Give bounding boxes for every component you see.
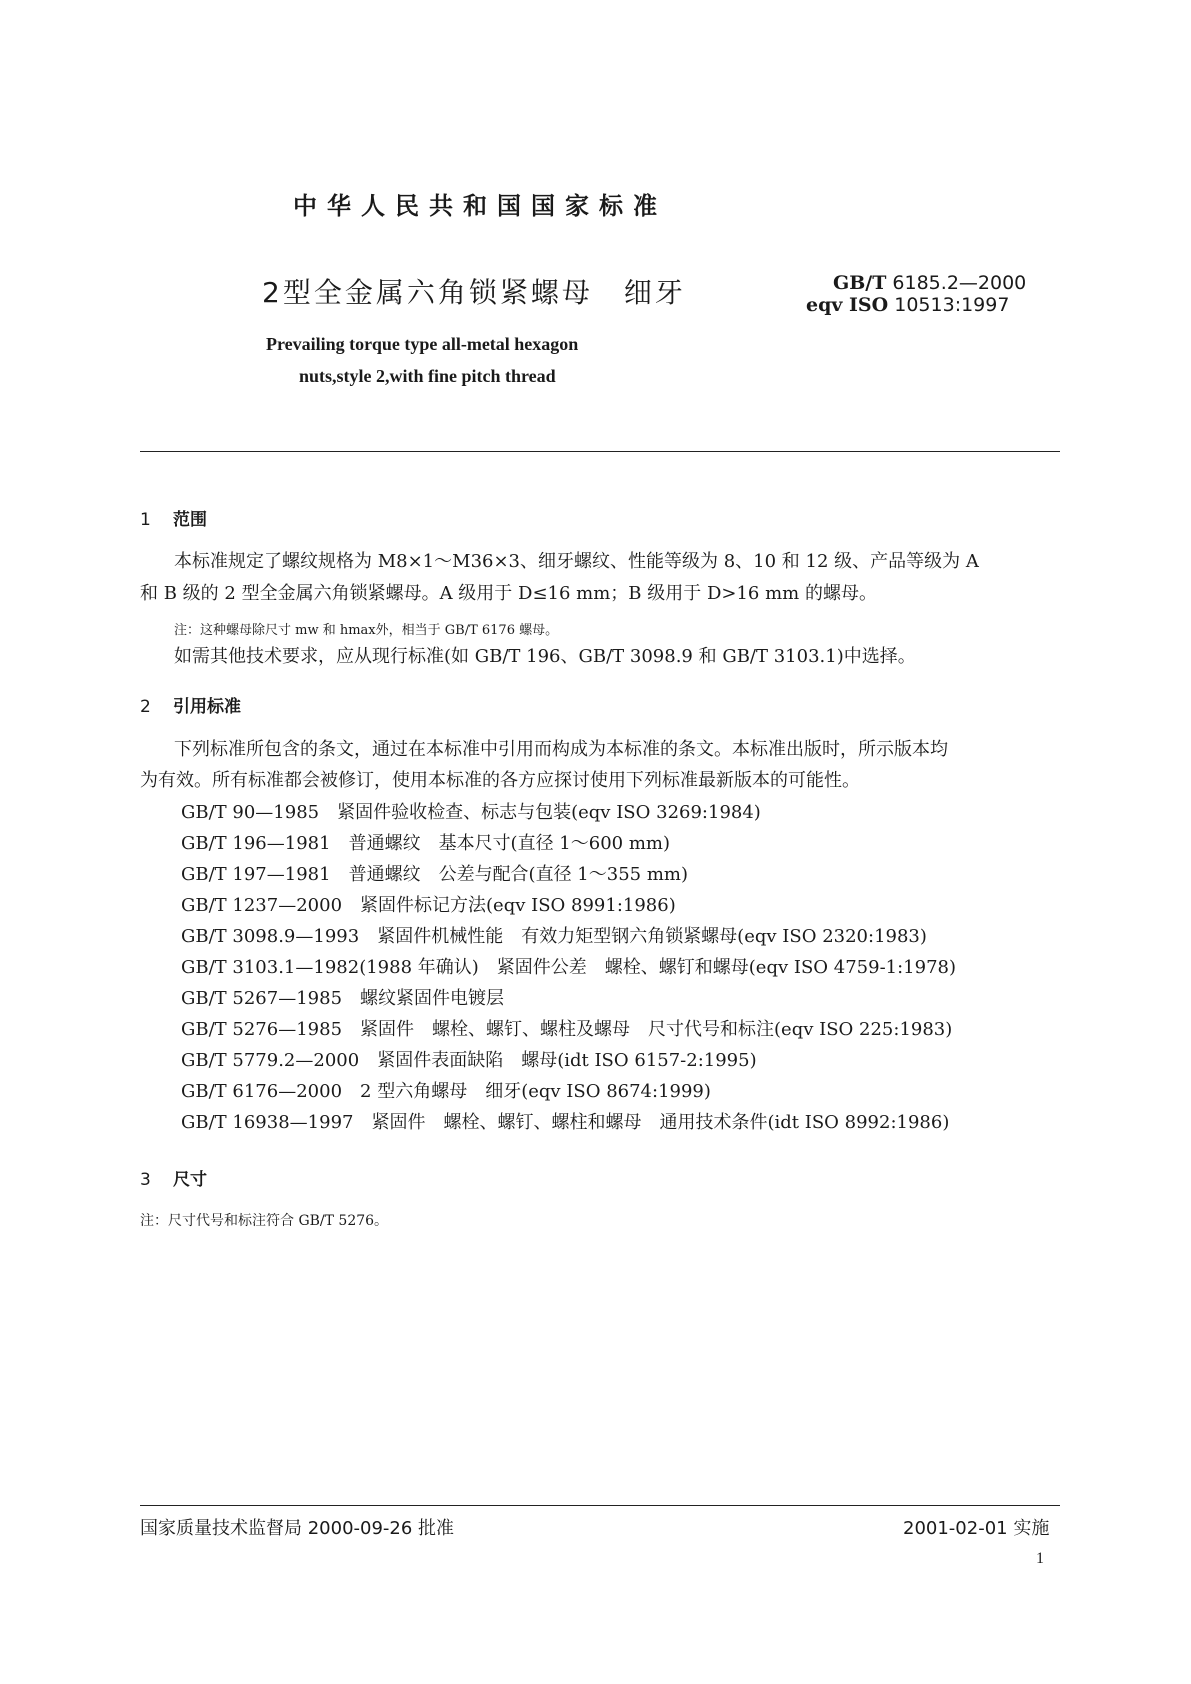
references-intro-line-1: 下列标准所包含的条文，通过在本标准中引用而构成为本标准的条文。本标准出版时，所示版本均 [174,739,948,760]
standard-number-block [806,272,1027,316]
reference-item: GB/T 3103.1—1982(1988 年确认) 紧固件公差 螺栓、螺钉和螺母(eqv ISO 4759-1:1978) [181,957,957,978]
footer-divider [140,1505,1060,1506]
reference-item: GB/T 3098.9—1993 紧固件机械性能 有效力矩型钢六角锁紧螺母(eqv ISO 2320:1983) [181,926,927,947]
equivalent-prefix: eqv ISO [806,294,889,316]
scope-paragraph-line-1: 本标准规定了螺纹规格为 M8×1～M36×3、细牙螺纹、性能等级为 8、10 和 12 级、产品等级为 A [174,551,979,572]
equivalent-number: 10513:1997 [894,294,1010,316]
reference-item: GB/T 90—1985 紧固件验收检查、标志与包装(eqv ISO 3269:1984) [181,802,761,823]
reference-item: GB/T 16938—1997 紧固件 螺栓、螺钉、螺柱和螺母 通用技术条件(idt ISO 8992:1986) [181,1112,950,1133]
reference-list [181,797,956,1138]
reference-item: GB/T 196—1981 普通螺纹 基本尺寸(直径 1～600 mm) [181,833,670,854]
reference-item: GB/T 6176—2000 2 型六角螺母 细牙(eqv ISO 8674:1999) [181,1081,711,1102]
reference-item: GB/T 5779.2—2000 紧固件表面缺陷 螺母(idt ISO 6157-2:1995) [181,1050,757,1071]
scope-paragraph-2: 如需其他技术要求，应从现行标准(如 GB/T 196、GB/T 3098.9 和 GB/T 3103.1)中选择。 [174,646,916,667]
scope-note: 注：这种螺母除尺寸 mw 和 hmax外，相当于 GB/T 6176 螺母。 [174,623,559,638]
reference-item: GB/T 5267—1985 螺纹紧固件电镀层 [181,988,505,1009]
section-3-heading [140,1165,207,1190]
document-title: 2型全金属六角锁紧螺母 细牙 [262,276,686,309]
section-title: 尺寸 [173,1170,207,1190]
section-number: 1 [140,510,151,530]
page-number: 1 [1036,1550,1044,1567]
section-title: 范围 [173,510,207,530]
english-title-line-1: Prevailing torque type all-metal hexagon [266,334,579,354]
section-number: 3 [140,1170,151,1190]
standard-number-line [833,272,1026,294]
equivalent-standard-line [806,294,1026,316]
references-intro-line-2: 为有效。所有标准都会被修订，使用本标准的各方应探讨使用下列标准最新版本的可能性。 [140,770,860,791]
english-title-line-2: nuts,style 2,with fine pitch thread [299,366,556,386]
approval-date: 国家质量技术监督局 2000-09-26 批准 [140,1518,455,1539]
header-divider [140,451,1060,452]
dimensions-note: 注：尺寸代号和标注符合 GB/T 5276。 [140,1213,389,1229]
reference-item: GB/T 5276—1985 紧固件 螺栓、螺钉、螺柱及螺母 尺寸代号和标注(eqv ISO 225:1983) [181,1019,953,1040]
section-number: 2 [140,697,151,717]
scope-paragraph-line-2: 和 B 级的 2 型全金属六角锁紧螺母。A 级用于 D≤16 mm；B 级用于 D>16 mm 的螺母。 [140,583,877,604]
section-title: 引用标准 [173,697,241,717]
section-2-heading [140,692,241,717]
standard-prefix: GB/T [833,272,887,294]
reference-item: GB/T 1237—2000 紧固件标记方法(eqv ISO 8991:1986) [181,895,676,916]
standard-number: 6185.2—2000 [892,272,1027,294]
section-1-heading [140,505,207,530]
effective-date: 2001-02-01 实施 [903,1518,1050,1539]
reference-item: GB/T 197—1981 普通螺纹 公差与配合(直径 1～355 mm) [181,864,688,885]
org-title: 中华人民共和国国家标准 [293,192,667,220]
